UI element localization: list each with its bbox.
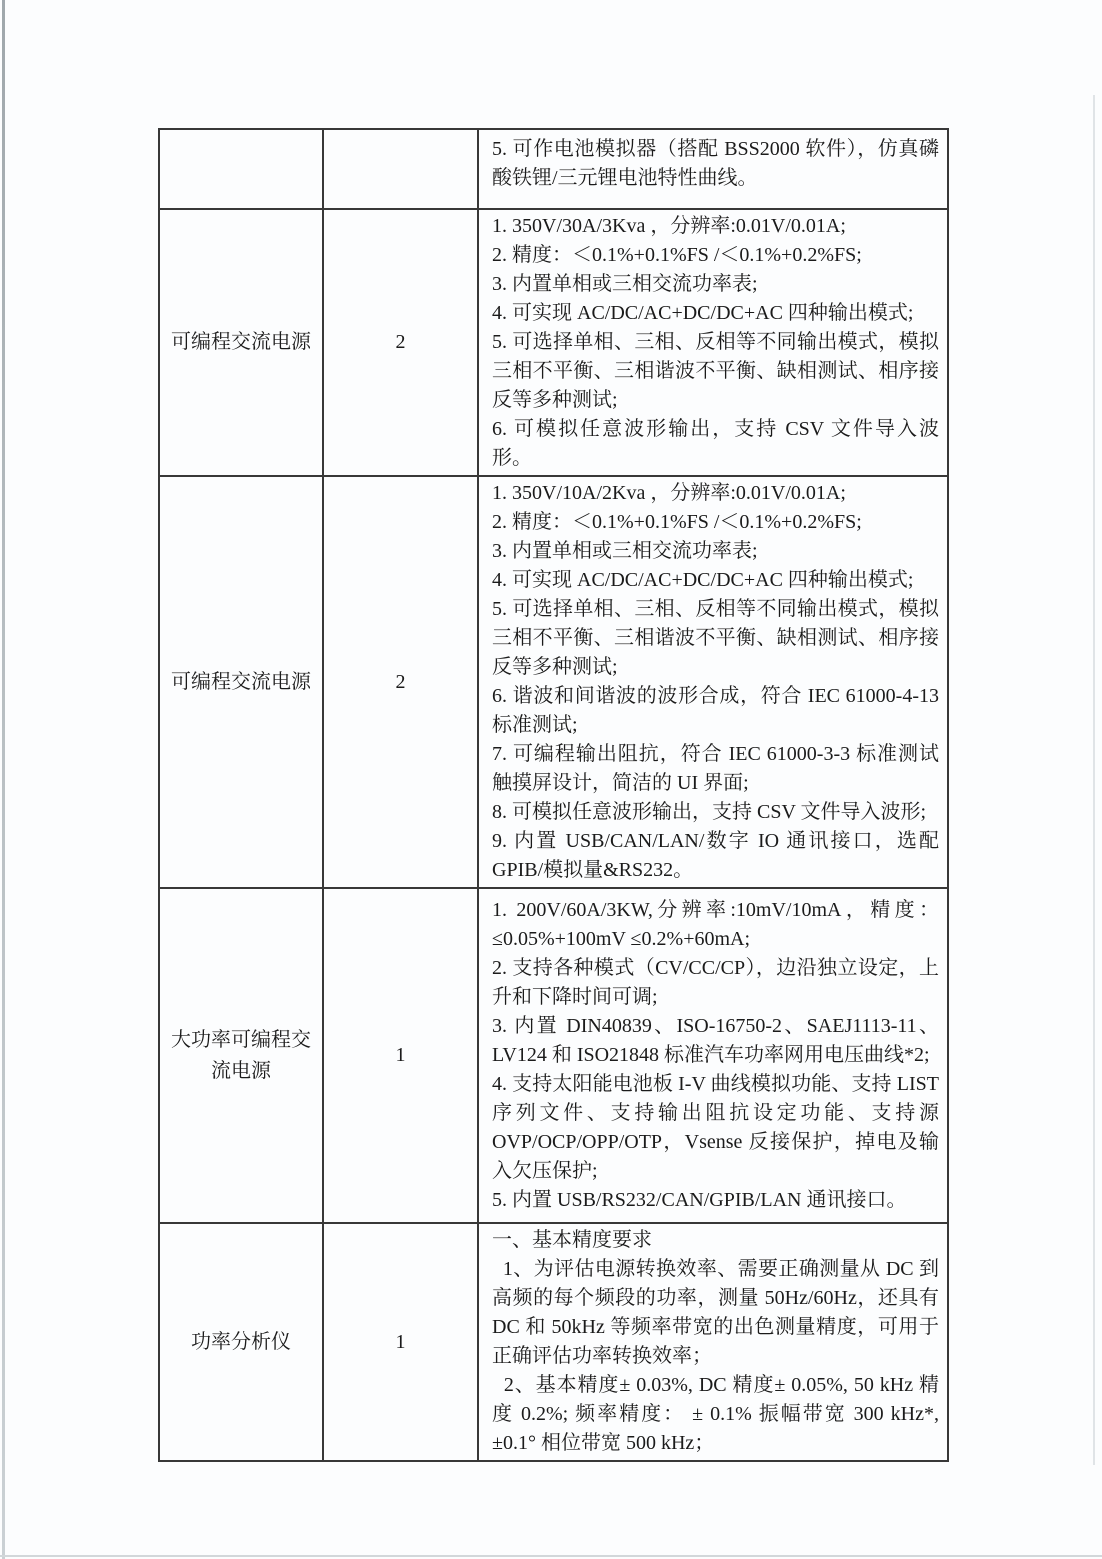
spec-item: 4. 可实现 AC/DC/AC+DC/DC+AC 四种输出模式; [492, 302, 914, 324]
spec-item: 2. 精度：＜0.1%+0.1%FS /＜0.1%+0.2%FS; [492, 511, 862, 533]
spec-item: 8. 可模拟任意波形输出，支持 CSV 文件导入波形; [492, 801, 927, 823]
page-scan-edge-right [1093, 95, 1095, 1465]
spec-item: 5. 可选择单相、三相、反相等不同输出模式，模拟三相不平衡、三相谐波不平衡、缺相测试、相序接反等多种测试; [492, 598, 939, 678]
device-name-cell: 大功率可编程交流电源 [159, 888, 323, 1223]
device-name-cell [159, 129, 323, 209]
spec-item: 一、基本精度要求 [492, 1229, 652, 1251]
table-row [159, 129, 948, 209]
specifications-cell [478, 129, 948, 209]
specifications-cell [478, 209, 948, 476]
spec-item: 4. 支持太阳能电池板 I-V 曲线模拟功能、支持 LIST 序列文件、支持输出阻抗设定功能、支持源 OVP/OCP/OPP/OTP，Vsense 反接保护，掉电及输入欠压保护; [492, 1073, 944, 1182]
quantity-cell: 2 [323, 476, 478, 888]
spec-item: 5. 内置 USB/RS232/CAN/GPIB/LAN 通讯接口。 [492, 1189, 907, 1211]
spec-item: 9. 内置 USB/CAN/LAN/数字 IO 通讯接口，选配 GPIB/模拟量&RS232。 [492, 830, 944, 881]
quantity-cell [323, 129, 478, 209]
specifications-cell [478, 1223, 948, 1461]
spec-item: 2. 精度：＜0.1%+0.1%FS /＜0.1%+0.2%FS; [492, 244, 862, 266]
spec-item: 1. 350V/30A/3Kva ，分辨率:0.01V/0.01A; [492, 215, 846, 237]
table-row [159, 476, 948, 888]
table-row [159, 209, 948, 476]
spec-item: 1. 200V/60A/3KW,分辨率:10mV/10mA，精度：≤0.05%+100mV ≤0.2%+60mA; [492, 899, 939, 950]
table-row [159, 1223, 948, 1461]
quantity-cell: 1 [323, 888, 478, 1223]
device-name-cell: 功率分析仪 [159, 1223, 323, 1461]
spec-item: 6. 谐波和间谐波的波形合成，符合 IEC 61000-4-13 标准测试; [492, 685, 944, 736]
spec-item: 5. 可选择单相、三相、反相等不同输出模式，模拟三相不平衡、三相谐波不平衡、缺相测试、相序接反等多种测试; [492, 331, 939, 411]
specifications-cell [478, 888, 948, 1223]
spec-item: 4. 可实现 AC/DC/AC+DC/DC+AC 四种输出模式; [492, 569, 914, 591]
quantity-cell: 2 [323, 209, 478, 476]
spec-item: 1、为评估电源转换效率、需要正确测量从 DC 到高频的每个频段的功率，测量 50Hz/60Hz，还具有 DC 和 50kHz 等频率带宽的出色测量精度，可用于正确评估功率转换效率； [492, 1258, 944, 1367]
spec-item: 3. 内置单相或三相交流功率表; [492, 273, 758, 295]
equipment-spec-table [158, 128, 949, 1462]
spec-item: 1. 350V/10A/2Kva ，分辨率:0.01V/0.01A; [492, 482, 846, 504]
specifications-cell [478, 476, 948, 888]
spec-item: 5. 可作电池模拟器（搭配 BSS2000 软件），仿真磷酸铁锂/三元锂电池特性曲线。 [492, 138, 939, 189]
table-row [159, 888, 948, 1223]
spec-item: 2、基本精度± 0.03%, DC 精度± 0.05%, 50 kHz 精度 0.2%; 频率精度： ± 0.1% 振幅带宽 300 kHz*, ±0.1° 相位带宽 500 kHz； [492, 1374, 944, 1454]
spec-item: 7. 可编程输出阻抗，符合 IEC 61000-3-3 标准测试触摸屏设计，简洁的 UI 界面; [492, 743, 939, 794]
spec-item: 6. 可模拟任意波形输出，支持 CSV 文件导入波形。 [492, 418, 939, 469]
quantity-cell: 1 [323, 1223, 478, 1461]
page-scan-edge-left [2, 0, 5, 1559]
spec-table-body [159, 129, 948, 1461]
device-name-cell: 可编程交流电源 [159, 209, 323, 476]
spec-item: 3. 内置 DIN40839、ISO-16750-2、SAEJ1113-11、LV124 和 ISO21848 标准汽车功率网用电压曲线*2; [492, 1015, 939, 1066]
device-name-cell: 可编程交流电源 [159, 476, 323, 888]
spec-item: 2. 支持各种模式（CV/CC/CP），边沿独立设定，上升和下降时间可调; [492, 957, 939, 1008]
page-scan-edge-bottom [0, 1555, 1102, 1557]
spec-item: 3. 内置单相或三相交流功率表; [492, 540, 758, 562]
